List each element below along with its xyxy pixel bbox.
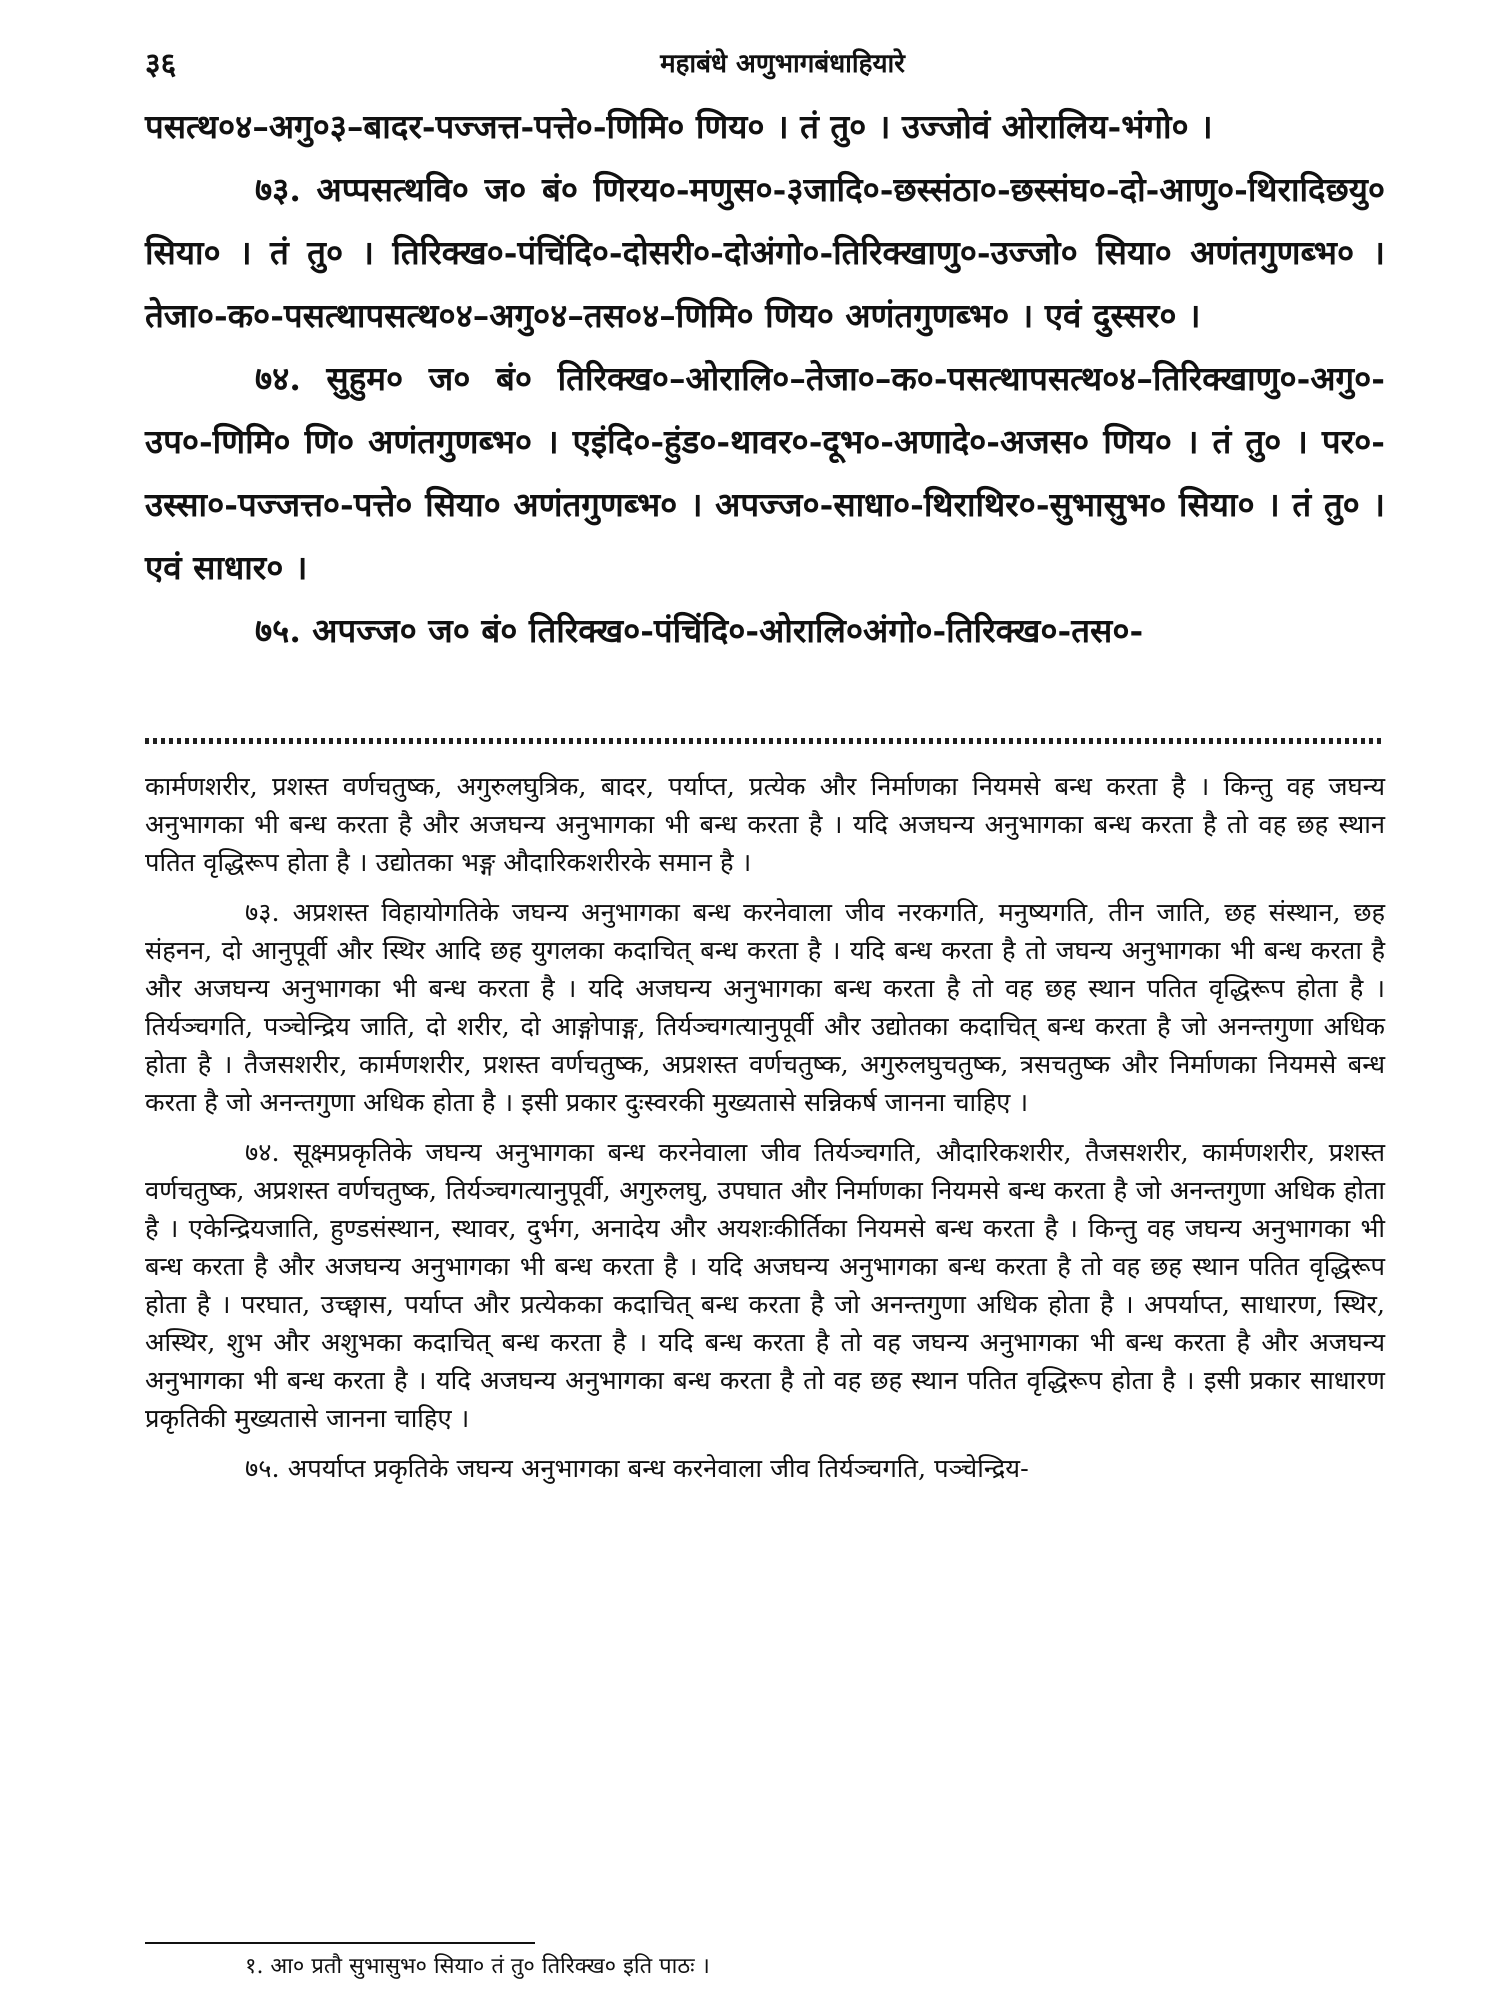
hindi-translation-block — [145, 768, 1385, 1500]
footnote: १. आ० प्रतौ सुभासुभ० सिया० तं तु० तिरिक्ख० इति पाठः । — [245, 1954, 710, 1979]
prakrit-paragraph-73: ७३. अप्पसत्थवि० ज० बं० णिरय०-मणुस०-३जादि०-छस्संठा०-छस्संघ०-दो-आणु०-थिरादिछयु० सिया० । तं तु० । तिरिक्ख०-पंचिंदि०-दोसरी०-दोअंगो०-तिरिक्खाणु०-उज्जो० सिया० अणंतगुणब्भ० । तेजा०-क०-पसत्थापसत्थ०४–अगु०४–तस०४–णिमि० णिय० अणंतगुणब्भ० । एवं दुस्सर० । — [145, 170, 1385, 335]
hindi-paragraph-74: ७४. सूक्ष्मप्रकृतिके जघन्य अनुभागका बन्ध करनेवाला जीव तिर्यञ्चगति, औदारिकशरीर, तैजसशरीर, कार्मणशरीर, प्रशस्त वर्णचतुष्क, अप्रशस्त वर्णचतुष्क, तिर्यञ्चगत्यानुपूर्वी, अगुरुलघु, उपघात और निर्माणका नियमसे बन्ध करता है जो अनन्तगुणा अधिक होता है । एकेन्द्रियजाति, हुण्डसंस्थान, स्थावर, दुर्भग, अनादेय और अयशःकीर्तिका नियमसे बन्ध करता है । किन्तु वह जघन्य अनुभागका भी बन्ध करता है और अजघन्य अनुभागका भी बन्ध करता है । यदि अजघन्य अनुभागका बन्ध करता है तो वह छह स्थान पतित वृद्धिरूप होता है । परघात, उच्छ्वास, पर्याप्त और प्रत्येकका कदाचित् बन्ध करता है जो अनन्तगुणा अधिक होता है । अपर्याप्त, साधारण, स्थिर, अस्थिर, शुभ और अशुभका कदाचित् बन्ध करता है । यदि बन्ध करता है तो वह जघन्य अनुभागका भी बन्ध करता है और अजघन्य अनुभागका भी बन्ध करता है । यदि अजघन्य अनुभागका बन्ध करता है तो वह छह स्थान पतित वृद्धिरूप होता है । इसी प्रकार साधारण प्रकृतिकी मुख्यतासे जानना चाहिए । — [145, 1138, 1385, 1434]
footnote-rule — [145, 1942, 535, 1944]
prakrit-paragraph: पसत्थ०४–अगु०३–बादर-पज्जत्त-पत्ते०-णिमि० णिय० । तं तु० । उज्जोवं ओरालिय-भंगो० । — [145, 107, 1213, 146]
prakrit-text-block — [145, 95, 1385, 662]
prakrit-paragraph-74: ७४. सुहुम० ज० बं० तिरिक्ख०–ओरालि०–तेजा०–क०-पसत्थापसत्थ०४–तिरिक्खाणु०-अगु०-उप०-णिमि० णि० अणंतगुणब्भ० । एइंदि०-हुंड०-थावर०-दूभ०-अणादे०-अजस० णिय० । तं तु० । पर०-उस्सा०-पज्जत्त०-पत्ते० सिया० अणंतगुणब्भ० । अपज्ज०-साधा०-थिराथिर०-सुभासुभ० सिया० । तं तु० । एवं साधार० । — [145, 359, 1385, 587]
section-divider — [145, 738, 1385, 744]
hindi-paragraph-75: ७५. अपर्याप्त प्रकृतिके जघन्य अनुभागका बन्ध करनेवाला जीव तिर्यञ्चगति, पञ्चेन्द्रिय- — [245, 1454, 1029, 1484]
page-header — [145, 38, 1420, 98]
page-number: ३६ — [145, 47, 177, 82]
running-title: महाबंधे अणुभागबंधाहियारे — [660, 49, 905, 79]
hindi-paragraph-73: ७३. अप्रशस्त विहायोगतिके जघन्य अनुभागका बन्ध करनेवाला जीव नरकगति, मनुष्यगति, तीन जाति, छह संस्थान, छह संहनन, दो आनुपूर्वी और स्थिर आदि छह युगलका कदाचित् बन्ध करता है । यदि बन्ध करता है तो जघन्य अनुभागका भी बन्ध करता है और अजघन्य अनुभागका भी बन्ध करता है । यदि अजघन्य अनुभागका बन्ध करता है तो वह छह स्थान पतित वृद्धिरूप होता है । तिर्यञ्चगति, पञ्चेन्द्रिय जाति, दो शरीर, दो आङ्गोपाङ्ग, तिर्यञ्चगत्यानुपूर्वी और उद्योतका कदाचित् बन्ध करता है जो अनन्तगुणा अधिक होता है । तैजसशरीर, कार्मणशरीर, प्रशस्त वर्णचतुष्क, अप्रशस्त वर्णचतुष्क, अगुरुलघुचतुष्क, त्रसचतुष्क और निर्माणका नियमसे बन्ध करता है जो अनन्तगुणा अधिक होता है । इसी प्रकार दुःस्वरकी मुख्यतासे सन्निकर्ष जानना चाहिए । — [145, 898, 1385, 1118]
hindi-paragraph: कार्मणशरीर, प्रशस्त वर्णचतुष्क, अगुरुलघुत्रिक, बादर, पर्याप्त, प्रत्येक और निर्माणका नियमसे बन्ध करता है । किन्तु वह जघन्य अनुभागका भी बन्ध करता है और अजघन्य अनुभागका भी बन्ध करता है । यदि अजघन्य अनुभागका बन्ध करता है तो वह छह स्थान पतित वृद्धिरूप होता है । उद्योतका भङ्ग औदारिकशरीरके समान है । — [145, 772, 1385, 878]
prakrit-paragraph-75: ७५. अपज्ज० ज० बं० तिरिक्ख०-पंचिंदि०-ओरालि०अंगो०-तिरिक्ख०-तस०- — [255, 611, 1144, 650]
